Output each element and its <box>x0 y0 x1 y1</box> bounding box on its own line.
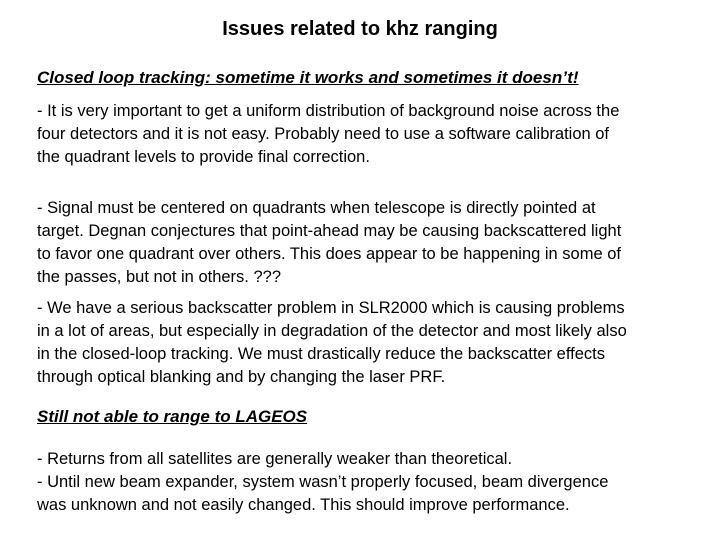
paragraph-signal-centering <box>37 197 621 289</box>
section-heading-lageos: Still not able to range to LAGEOS <box>37 407 308 426</box>
text-line: in a lot of areas, but especially in degradation of the detector and most likely also <box>37 322 627 340</box>
text-line: - Signal must be centered on quadrants when telescope is directly pointed at <box>37 199 596 217</box>
text-line: in the closed-loop tracking. We must drastically reduce the backscatter effects <box>37 345 605 363</box>
text-line: - Returns from all satellites are generally weaker than theoretical. <box>37 450 513 468</box>
text-line: to favor one quadrant over others. This does appear to be happening in some of <box>37 245 622 263</box>
slide-title: Issues related to khz ranging <box>222 18 498 40</box>
text-line: the quadrant levels to provide final correction. <box>37 148 370 166</box>
text-line: four detectors and it is not easy. Probably need to use a software calibration of <box>37 125 610 143</box>
paragraph-lageos <box>37 448 608 517</box>
paragraph-background-noise <box>37 100 619 169</box>
text-line: was unknown and not easily changed. This should improve performance. <box>37 496 570 514</box>
text-line: - We have a serious backscatter problem in SLR2000 which is causing problems <box>37 299 625 317</box>
paragraph-backscatter <box>37 297 627 389</box>
text-line: through optical blanking and by changing the laser PRF. <box>37 368 446 386</box>
text-line: - It is very important to get a uniform distribution of background noise across the <box>37 102 620 120</box>
text-line: target. Degnan conjectures that point-ahead may be causing backscattered light <box>37 222 622 240</box>
text-line: - Until new beam expander, system wasn’t properly focused, beam divergence <box>37 473 609 491</box>
text-line: the passes, but not in others. ??? <box>37 268 281 286</box>
section-heading-closed-loop: Closed loop tracking: sometime it works and sometimes it doesn’t! <box>37 68 579 87</box>
